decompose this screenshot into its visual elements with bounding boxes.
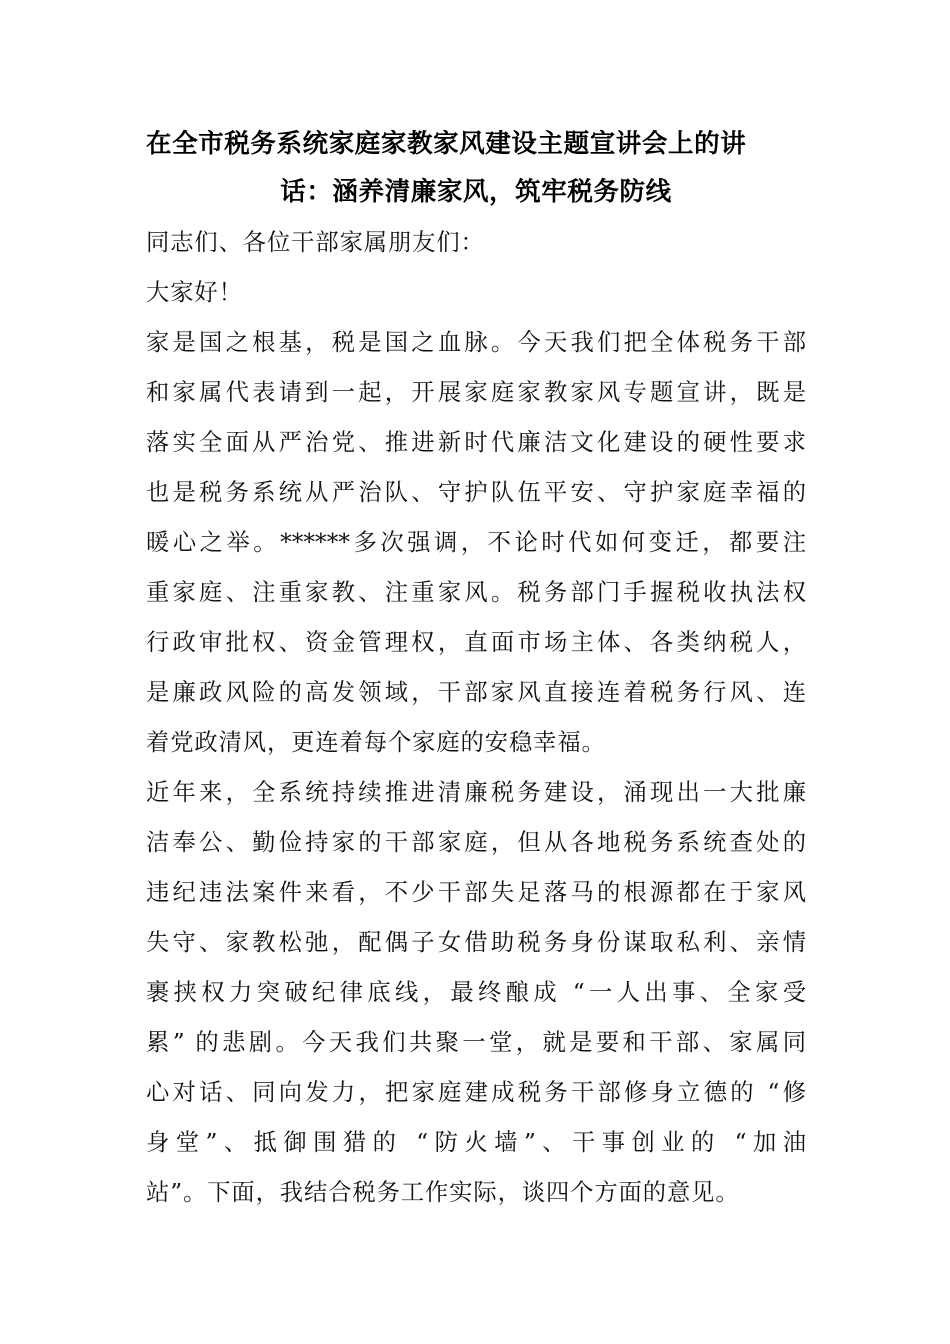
- paragraph-2-line: 累” 的悲剧。今天我们共聚一堂，就是要和干部、家属同: [146, 1029, 806, 1056]
- greeting: 大家好！: [146, 279, 243, 306]
- paragraph-2-line: 违纪违法案件来看，不少干部失足落马的根源都在于家风: [146, 879, 806, 906]
- paragraph-1-line: 家是国之根基，税是国之血脉。今天我们把全体税务干部: [146, 329, 806, 356]
- paragraph-1-line: 也是税务系统从严治队、守护队伍平安、守护家庭幸福的: [146, 479, 806, 506]
- paragraph-1-line: 行政审批权、资金管理权，直面市场主体、各类纳税人，: [146, 629, 806, 656]
- salutation: 同志们、各位干部家属朋友们：: [146, 229, 485, 256]
- paragraph-2-line: 站”。下面，我结合税务工作实际，谈四个方面的意见。: [146, 1179, 740, 1206]
- paragraph-1-line: 是廉政风险的高发领域，干部家风直接连着税务行风、连: [146, 679, 806, 706]
- paragraph-1-line: 暖心之举。******多次强调，不论时代如何变迁，都要注: [146, 529, 806, 556]
- paragraph-2-line: 心对话、同向发力，把家庭建成税务干部修身立德的 “修: [146, 1079, 806, 1106]
- document-title-line-1: 在全市税务系统家庭家教家风建设主题宣讲会上的讲: [146, 129, 747, 159]
- paragraph-2-line: 近年来，全系统持续推进清廉税务建设，涌现出一大批廉: [146, 779, 806, 806]
- paragraph-2-line: 失守、家教松弛，配偶子女借助税务身份谋取私利、亲情: [146, 929, 806, 956]
- paragraph-2-line: 身堂”、抵御围猎的 “防火墙”、干事创业的 “加油: [146, 1129, 806, 1156]
- document-title-line-2: 话：涵养清廉家风，筑牢税务防线: [280, 177, 672, 207]
- paragraph-2-line: 裹挟权力突破纪律底线，最终酿成 “一人出事、全家受: [146, 979, 806, 1006]
- paragraph-1-line: 和家属代表请到一起，开展家庭家教家风专题宣讲，既是: [146, 379, 806, 406]
- paragraph-1-line: 落实全面从严治党、推进新时代廉洁文化建设的硬性要求: [146, 429, 806, 456]
- paragraph-1-line: 重家庭、注重家教、注重家风。税务部门手握税收执法权: [146, 579, 806, 606]
- paragraph-2-line: 洁奉公、勤俭持家的干部家庭，但从各地税务系统查处的: [146, 829, 806, 856]
- paragraph-1-line: 着党政清风，更连着每个家庭的安稳幸福。: [146, 729, 606, 756]
